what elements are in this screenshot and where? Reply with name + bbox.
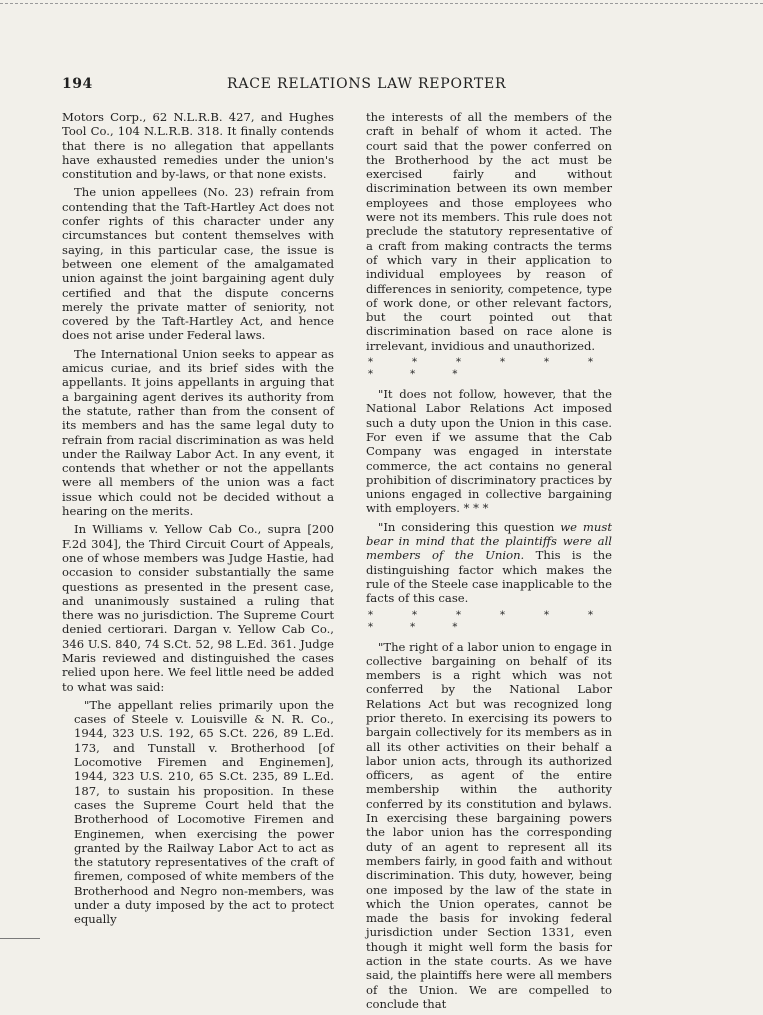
asterisk-row-1: * * * * * * * * *	[368, 357, 610, 381]
ellipsis-asterisks-1	[368, 357, 610, 381]
asterisk-row-2: * * * * * * * * *	[368, 609, 610, 633]
left-column	[62, 110, 334, 927]
left-paragraph-4: In Williams v. Yellow Cab Co., supra [200 F.2d 304], the Third Circuit Court of Appeals, one of whose members was Judge Hastie, had occasion to consider substantially the same questions as presented in the present case, and unanimously sustained a ruling that there was no jurisdiction. The Supreme Court denied certiorari. Dargan v. Yellow Cab Co., 346 U.S. 840, 74 S.Ct. 52, 98 L.Ed. 361. Judge Maris reviewed and distinguished the cases relied upon here. We feel little need be added to what was said:	[62, 522, 334, 694]
left-paragraph-3: The International Union seeks to appear as amicus curiae, and its brief sides with the appellants. It joins appellants in arguing that a bargaining agent derives its authority from the statute, rather than from the consent of its members and has the same legal duty to refrain from racial discrimination as was held under the Railway Labor Act. In any event, it contends that whether or not the appellants were all members of the union was a fact issue which could not be decided without a hearing on the merits.	[62, 346, 334, 519]
page-number: 194	[62, 76, 93, 92]
right-paragraph-1: the interests of all the members of the craft in behalf of whom it acted. The court said that the power conferred on the Brotherhood by the act must be exercised fairly and without discrimination between its own member employees and those employees who were not its members. This rule does not preclude the statutory representative of a craft from making contracts the terms of which vary in their application to individual employees by reason of differences in seniority, competence, type of work done, or other relevant factors, but the court pointed out that discrimination based on race alone is irrelevant, invidious and unauthorized.	[366, 110, 612, 353]
scan-edge-mark	[0, 938, 40, 939]
right-paragraph-2: "It does not follow, however, that the National Labor Relations Act imposed such a duty upon the Union in this case. For even if we assume that the Cab Company was engaged in interstate commerce, the act contains no general prohibition of discriminatory practices by unions engaged in collective bargaining with employers. * * *	[366, 387, 612, 516]
right-column	[366, 110, 612, 1015]
right-paragraph-3-italic: we must bear in mind that the plaintiffs were all members of the Union.	[366, 519, 612, 563]
right-paragraph-3-lead: "In considering this question	[378, 519, 561, 534]
left-paragraph-1: Motors Corp., 62 N.L.R.B. 427, and Hughes Tool Co., 104 N.L.R.B. 318. It finally contends that there is no allegation that appellants have exhausted remedies under the union's constitution and by-laws, or that none exists.	[62, 110, 334, 182]
left-paragraph-2: The union appellees (No. 23) refrain from contending that the Taft-Hartley Act does not confer rights of this character under any circumstances but content themselves with saying, in this particular case, the issue is between one element of the amalgamated union against the joint bargaining agent duly certified and that the dispute concerns merely the private matter of seniority, not covered by the Taft-Hartley Act, and hence does not arise under Federal laws.	[62, 185, 334, 343]
top-edge-rule	[0, 3, 763, 5]
running-head: RACE RELATIONS LAW REPORTER	[227, 76, 507, 92]
right-paragraph-3-tail: This is the distinguishing factor which makes the rule of the Steele case inapplicable to the facts of this case.	[366, 548, 613, 606]
left-block-quote: "The appellant relies primarily upon the cases of Steele v. Louisville & N. R. Co., 1944, 323 U.S. 192, 65 S.Ct. 226, 89 L.Ed. 173, and Tunstall v. Brotherhood [of Locomotive Firemen and Enginemen], 1944, 323 U.S. 210, 65 S.Ct. 235, 89 L.Ed. 187, to sustain his proposition. In these cases the Supreme Court held that the Brotherhood of Locomotive Firemen and Enginemen, when exercising the power granted by the Railway Labor Act to act as the statutory representatives of the craft of firemen, composed of white members of the Brotherhood and Negro non-members, was under a duty imposed by the act to protect equally	[74, 697, 334, 927]
ellipsis-asterisks-2	[368, 610, 610, 634]
right-paragraph-3	[366, 520, 612, 606]
right-paragraph-4: "The right of a labor union to engage in collective bargaining on behalf of its members is a right which was not conferred by the National Labor Relations Act but was recognized long prior thereto. In exercising its powers to bargain collectively for its members as in all its other activities on their behalf a labor union acts, through its authorized officers, as agent of the entire membership within the authority conferred by its constitution and bylaws. In exercising these bargaining powers the labor union has the corresponding duty of an agent to represent all its members fairly, in good faith and without discrimination. This duty, however, being one imposed by the law of the state in which the Union operates, cannot be made the basis for invoking federal jurisdiction under Section 1331, even though it might well form the basis for action in the state courts. As we have said, the plaintiffs here were all members of the Union. We are compelled to conclude that	[366, 639, 612, 1011]
